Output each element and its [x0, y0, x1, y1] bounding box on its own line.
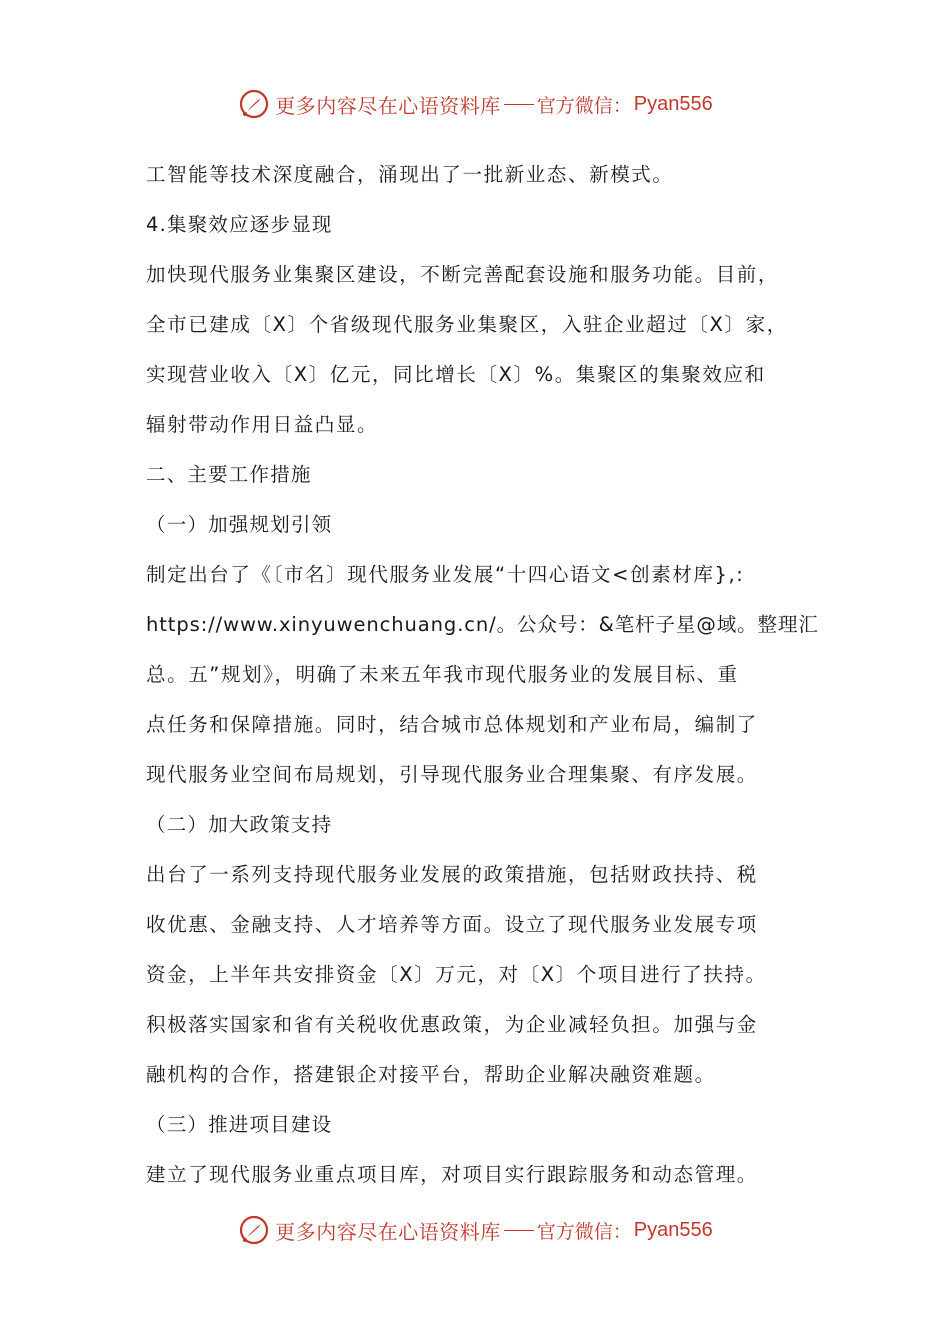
paragraph-line: 加快现代服务业集聚区建设，不断完善配套设施和服务功能。目前， — [146, 263, 780, 286]
watermark-dash — [504, 104, 534, 105]
subsection-heading: （二）加大政策支持 — [146, 813, 333, 836]
watermark-dash — [504, 1230, 534, 1231]
paragraph-line: 实现营业收入〔X〕亿元，同比增长〔X〕%。集聚区的集聚效应和 — [146, 363, 766, 386]
watermark-banner-top — [0, 84, 950, 124]
watermark-wechat-label: 官方微信： — [536, 94, 632, 117]
paragraph-line: 总。五”规划》，明确了未来五年我市现代服务业的发展目标、重 — [146, 663, 739, 686]
paragraph-line: 工智能等技术深度融合，涌现出了一批新业态、新模式。 — [146, 163, 674, 186]
paragraph-line: 融机构的合作，搭建银企对接平台，帮助企业解决融资难题。 — [146, 1063, 716, 1086]
paragraph-line: 辐射带动作用日益凸显。 — [146, 413, 379, 436]
watermark-site-text: 更多内容尽在心语资料库 — [275, 1219, 501, 1244]
subsection-heading: （一）加强规划引领 — [146, 513, 333, 536]
paragraph-line: 收优惠、金融支持、人才培养等方面。设立了现代服务业发展专项 — [146, 913, 758, 936]
section-heading: 4.集聚效应逐步显现 — [146, 213, 333, 236]
paragraph-line: 全市已建成〔X〕个省级现代服务业集聚区，入驻企业超过〔X〕家， — [146, 313, 788, 336]
paragraph-line: 制定出台了《〔市名〕现代服务业发展“十四心语文<创素材库},: — [146, 563, 745, 586]
paragraph-line: 出台了一系列支持现代服务业发展的政策措施，包括财政扶持、税 — [146, 863, 758, 886]
pen-nib-icon — [237, 1213, 271, 1247]
paragraph-line: 点任务和保障措施。同时，结合城市总体规划和产业布局，编制了 — [146, 713, 758, 736]
watermark-wechat-label: 官方微信： — [536, 1220, 632, 1243]
paragraph-line: https://www.xinyuwenchuang.cn/。公众号：&笔杆子星@域。整理汇 — [146, 613, 819, 636]
watermark-wechat-id: Pyan556 — [633, 1218, 713, 1241]
paragraph-line: 建立了现代服务业重点项目库，对项目实行跟踪服务和动态管理。 — [146, 1163, 758, 1186]
paragraph-line: 现代服务业空间布局规划，引导现代服务业合理集聚、有序发展。 — [146, 763, 758, 786]
watermark-wechat-id: Pyan556 — [633, 92, 713, 115]
watermark-site-text: 更多内容尽在心语资料库 — [275, 93, 501, 118]
watermark-banner-bottom — [0, 1210, 950, 1250]
section-heading: 二、主要工作措施 — [146, 463, 312, 486]
paragraph-line: 资金，上半年共安排资金〔X〕万元，对〔X〕个项目进行了扶持。 — [146, 963, 767, 986]
paragraph-line: 积极落实国家和省有关税收优惠政策，为企业减轻负担。加强与金 — [146, 1013, 758, 1036]
subsection-heading: （三）推进项目建设 — [146, 1113, 333, 1136]
pen-nib-icon — [237, 87, 271, 121]
document-body — [146, 150, 819, 1200]
